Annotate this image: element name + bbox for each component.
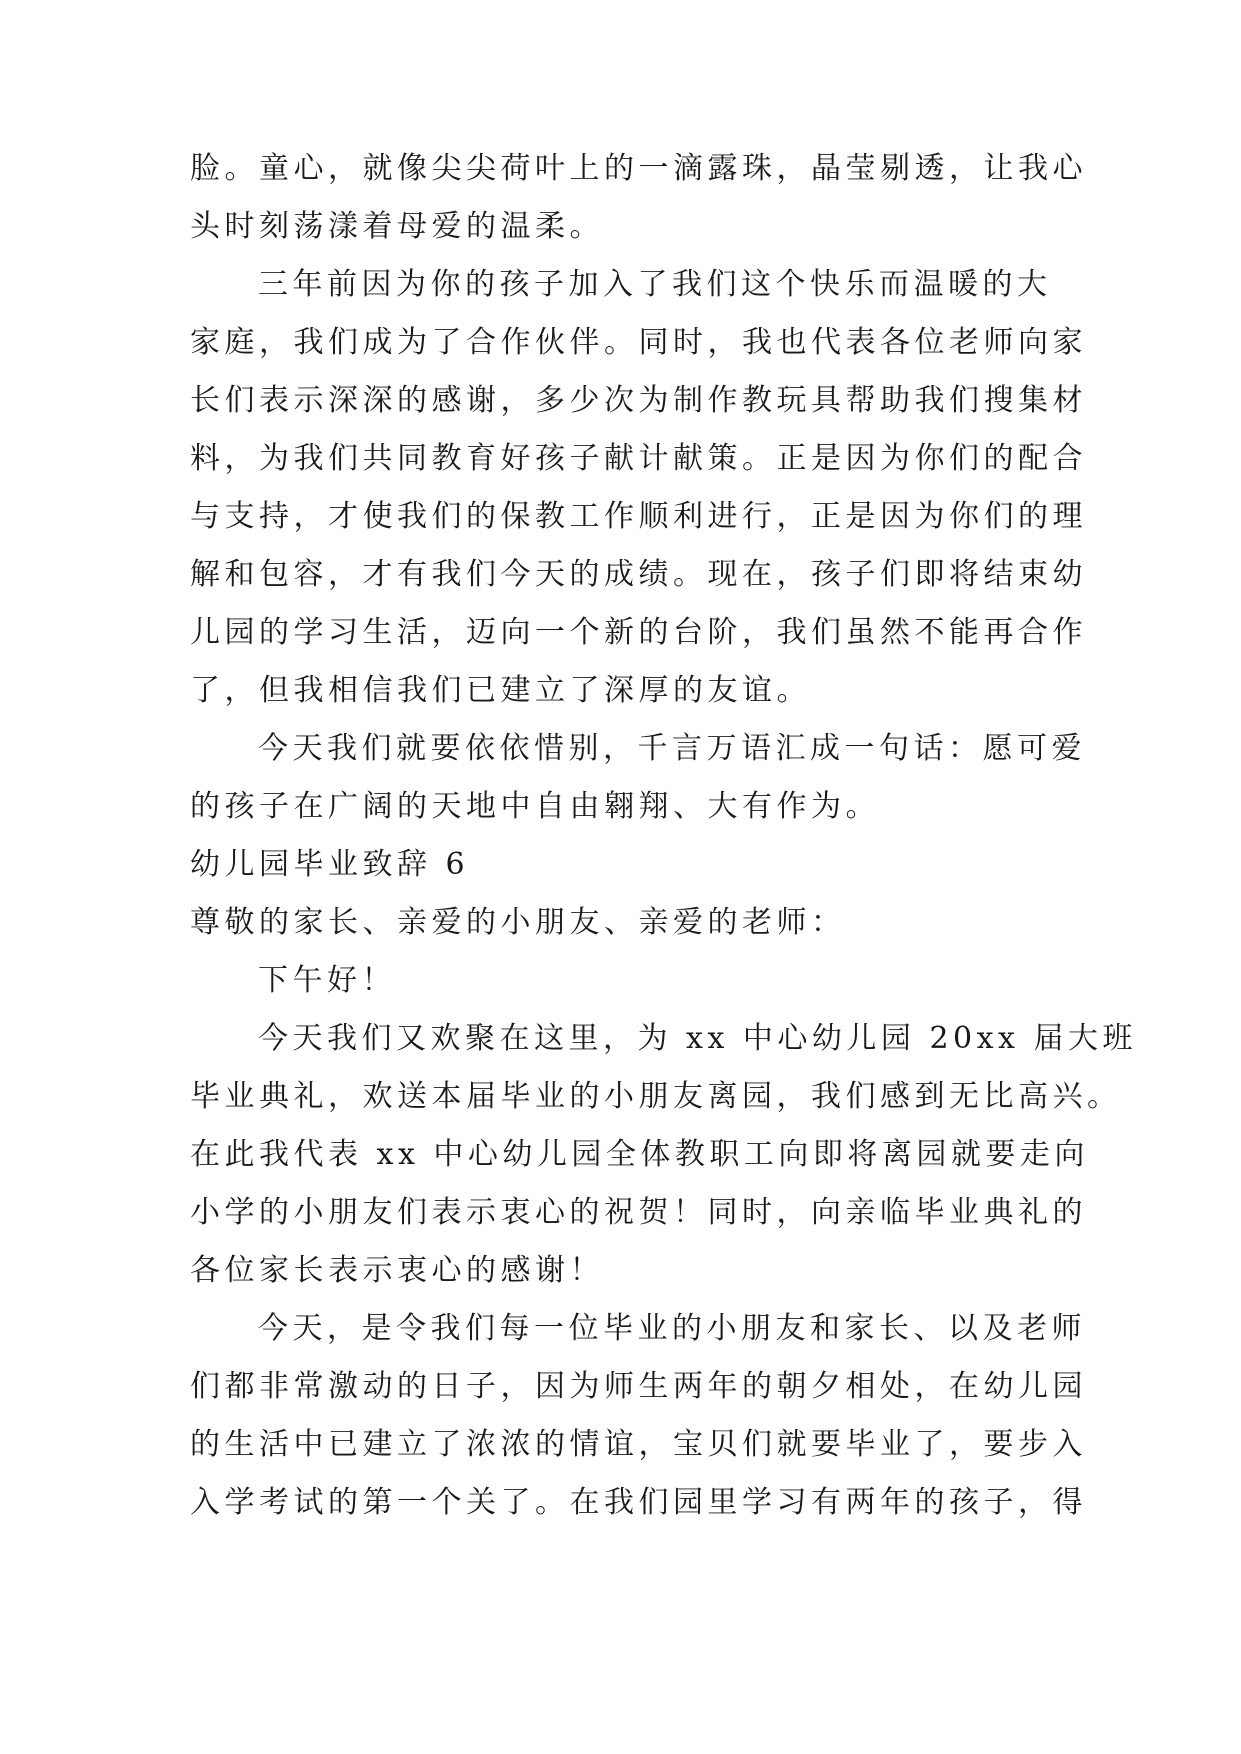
text-line: 的生活中已建立了浓浓的情谊，宝贝们就要毕业了，要步入 bbox=[190, 1427, 1087, 1462]
greeting: 下午好！ bbox=[258, 963, 396, 998]
text-line: 们都非常激动的日子，因为师生两年的朝夕相处，在幼儿园 bbox=[190, 1369, 1087, 1404]
text-line: 儿园的学习生活，迈向一个新的台阶，我们虽然不能再合作 bbox=[190, 615, 1087, 650]
text-line: 小学的小朋友们表示衷心的祝贺！同时，向亲临毕业典礼的 bbox=[190, 1195, 1087, 1230]
text-line: 各位家长表示衷心的感谢！ bbox=[190, 1253, 604, 1288]
text-line: 料，为我们共同教育好孩子献计献策。正是因为你们的配合 bbox=[190, 441, 1087, 476]
salutation: 尊敬的家长、亲爱的小朋友、亲爱的老师： bbox=[190, 905, 846, 940]
section-heading: 幼儿园毕业致辞 6 bbox=[190, 847, 470, 882]
text-line: 今天我们又欢聚在这里，为 xx 中心幼儿园 20xx 届大班 bbox=[258, 1021, 1137, 1056]
text-line: 在此我代表 xx 中心幼儿园全体教职工向即将离园就要走向 bbox=[190, 1137, 1089, 1172]
text-line: 头时刻荡漾着母爱的温柔。 bbox=[190, 209, 604, 244]
text-line: 入学考试的第一个关了。在我们园里学习有两年的孩子，得 bbox=[190, 1485, 1087, 1520]
text-line: 家庭，我们成为了合作伙伴。同时，我也代表各位老师向家 bbox=[190, 325, 1087, 360]
text-line: 今天，是令我们每一位毕业的小朋友和家长、以及老师 bbox=[258, 1311, 1086, 1346]
text-line: 三年前因为你的孩子加入了我们这个快乐而温暖的大 bbox=[258, 267, 1052, 302]
text-line: 了，但我相信我们已建立了深厚的友谊。 bbox=[190, 673, 811, 708]
document-body bbox=[190, 140, 1137, 1532]
text-line: 脸。童心，就像尖尖荷叶上的一滴露珠，晶莹剔透，让我心 bbox=[190, 151, 1087, 186]
text-line: 长们表示深深的感谢，多少次为制作教玩具帮助我们搜集材 bbox=[190, 383, 1087, 418]
text-line: 与支持，才使我们的保教工作顺利进行，正是因为你们的理 bbox=[190, 499, 1087, 534]
text-line: 的孩子在广阔的天地中自由翱翔、大有作为。 bbox=[190, 789, 880, 824]
text-line: 毕业典礼，欢送本届毕业的小朋友离园，我们感到无比高兴。 bbox=[190, 1079, 1122, 1114]
text-line: 今天我们就要依依惜别，千言万语汇成一句话：愿可爱 bbox=[258, 731, 1086, 766]
text-line: 解和包容，才有我们今天的成绩。现在，孩子们即将结束幼 bbox=[190, 557, 1087, 592]
